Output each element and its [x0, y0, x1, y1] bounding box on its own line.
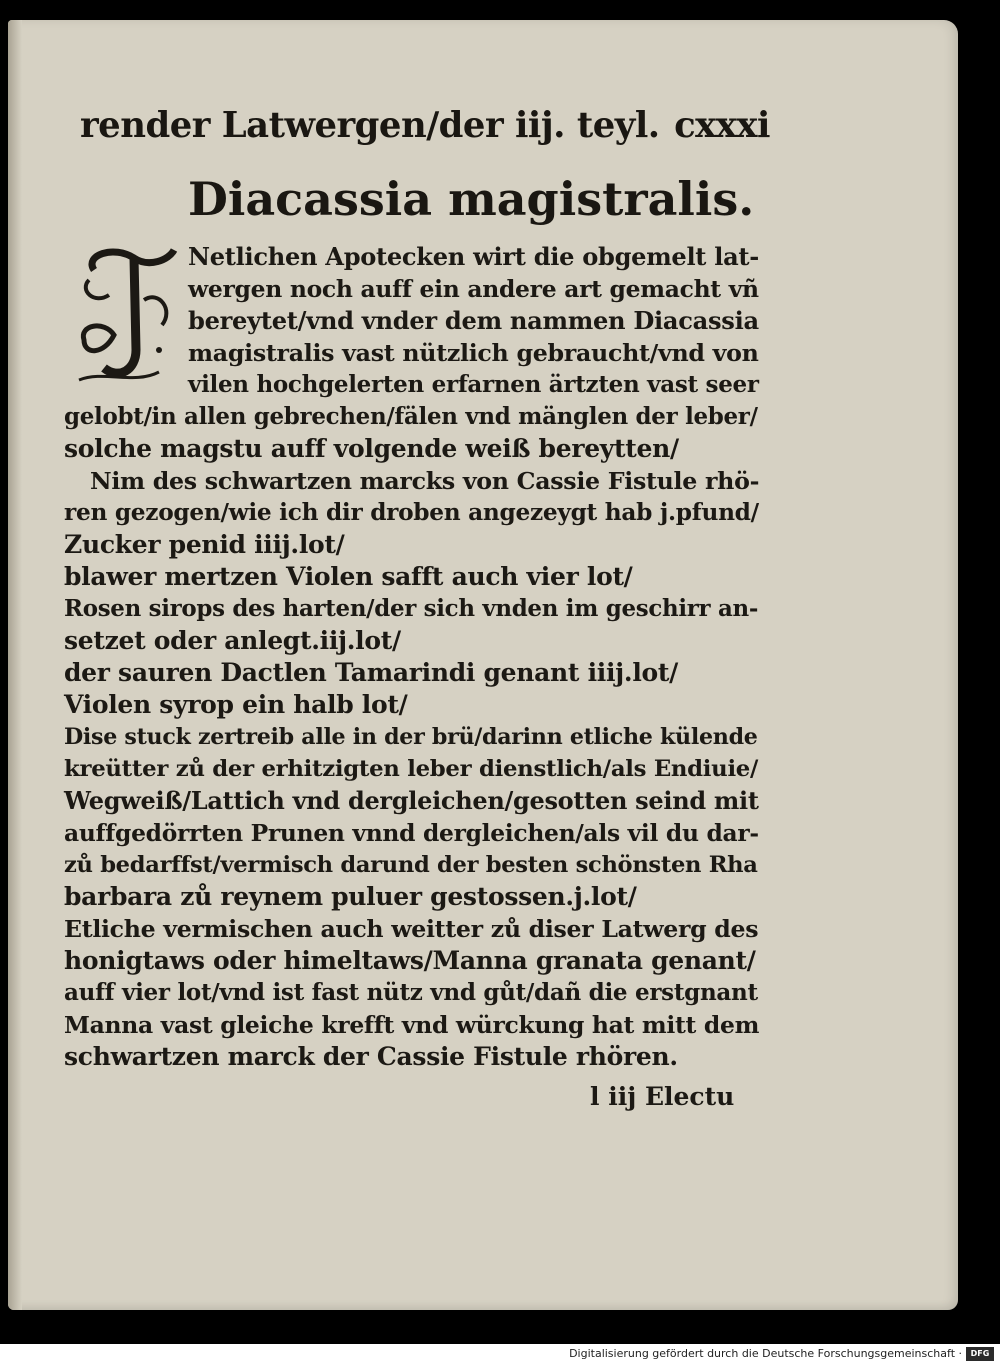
text-line: Manna vast gleiche krefft vnd würckung hat mitt dem: [64, 1011, 760, 1039]
running-head: [80, 105, 770, 146]
text-line: blawer mertzen Violen safft auch vier lot/: [64, 562, 633, 591]
dfg-logo-icon: DFG: [966, 1347, 994, 1361]
text-line: auffgedörrten Prunen vnnd dergleichen/als vil du dar-: [64, 819, 759, 847]
text-line: honigtaws oder himeltaws/Manna granata genant/: [64, 946, 756, 975]
text-line: solche magstu auff volgende weiß bereytten/: [64, 434, 679, 463]
footer-bar: [0, 1344, 1000, 1365]
text-line: Wegweiß/Lattich vnd dergleichen/gesotten seind mit: [64, 786, 759, 815]
text-line: Violen syrop ein halb lot/: [64, 690, 408, 719]
section-heading: Diacassia magistralis.: [188, 172, 755, 226]
funding-notice: Digitalisierung gefördert durch die Deutsche Forschungsgemeinschaft ·: [569, 1347, 962, 1360]
text-line: ren gezogen/wie ich dir droben angezeygt hab j.pfund/: [64, 499, 759, 526]
running-head-title: render Latwergen/der iij. teyl.: [80, 105, 660, 146]
signature-catchword: l iij Electu: [590, 1082, 735, 1111]
page-gutter: [8, 20, 22, 1310]
text-line: der sauren Dactlen Tamarindi genant iiij.lot/: [64, 658, 678, 687]
text-line: Rosen sirops des harten/der sich vnden im geschirr an-: [64, 595, 759, 622]
text-line: Netlichen Apotecken wirt die obgemelt lat-: [188, 242, 759, 271]
text-line: zů bedarffst/vermisch darund der besten schönsten Rha: [64, 852, 758, 878]
text-line: Etliche vermischen auch weitter zů diser Latwerg des: [64, 915, 759, 943]
text-line: wergen noch auff ein andere art gemacht vñ: [188, 275, 759, 303]
text-line: magistralis vast nützlich gebraucht/vnd von: [188, 339, 759, 367]
text-line: kreütter zů der erhitzigten leber dienstlich/als Endiuie/: [64, 756, 759, 782]
text-line: barbara zů reynem puluer gestossen.j.lot/: [64, 882, 637, 911]
folio-number: cxxxi: [674, 105, 770, 146]
decorated-initial-icon: [74, 240, 184, 390]
text-line: schwartzen marck der Cassie Fistule rhören.: [64, 1042, 678, 1071]
text-line: bereytet/vnd vnder dem nammen Diacassia: [188, 306, 759, 335]
text-line: Zucker penid iiij.lot/: [64, 530, 345, 559]
text-line: gelobt/in allen gebrechen/fälen vnd mänglen der leber/: [64, 403, 758, 430]
text-line: Dise stuck zertreib alle in der brü/darinn etliche külende: [64, 724, 758, 750]
text-line: vilen hochgelerten erfarnen ärtzten vast seer: [188, 371, 759, 398]
text-line: setzet oder anlegt.iij.lot/: [64, 626, 401, 655]
text-line: auff vier lot/vnd ist fast nütz vnd gůt/dañ die erstgnant: [64, 979, 758, 1006]
text-line: Nim des schwartzen marcks von Cassie Fistule rhö-: [90, 467, 760, 495]
